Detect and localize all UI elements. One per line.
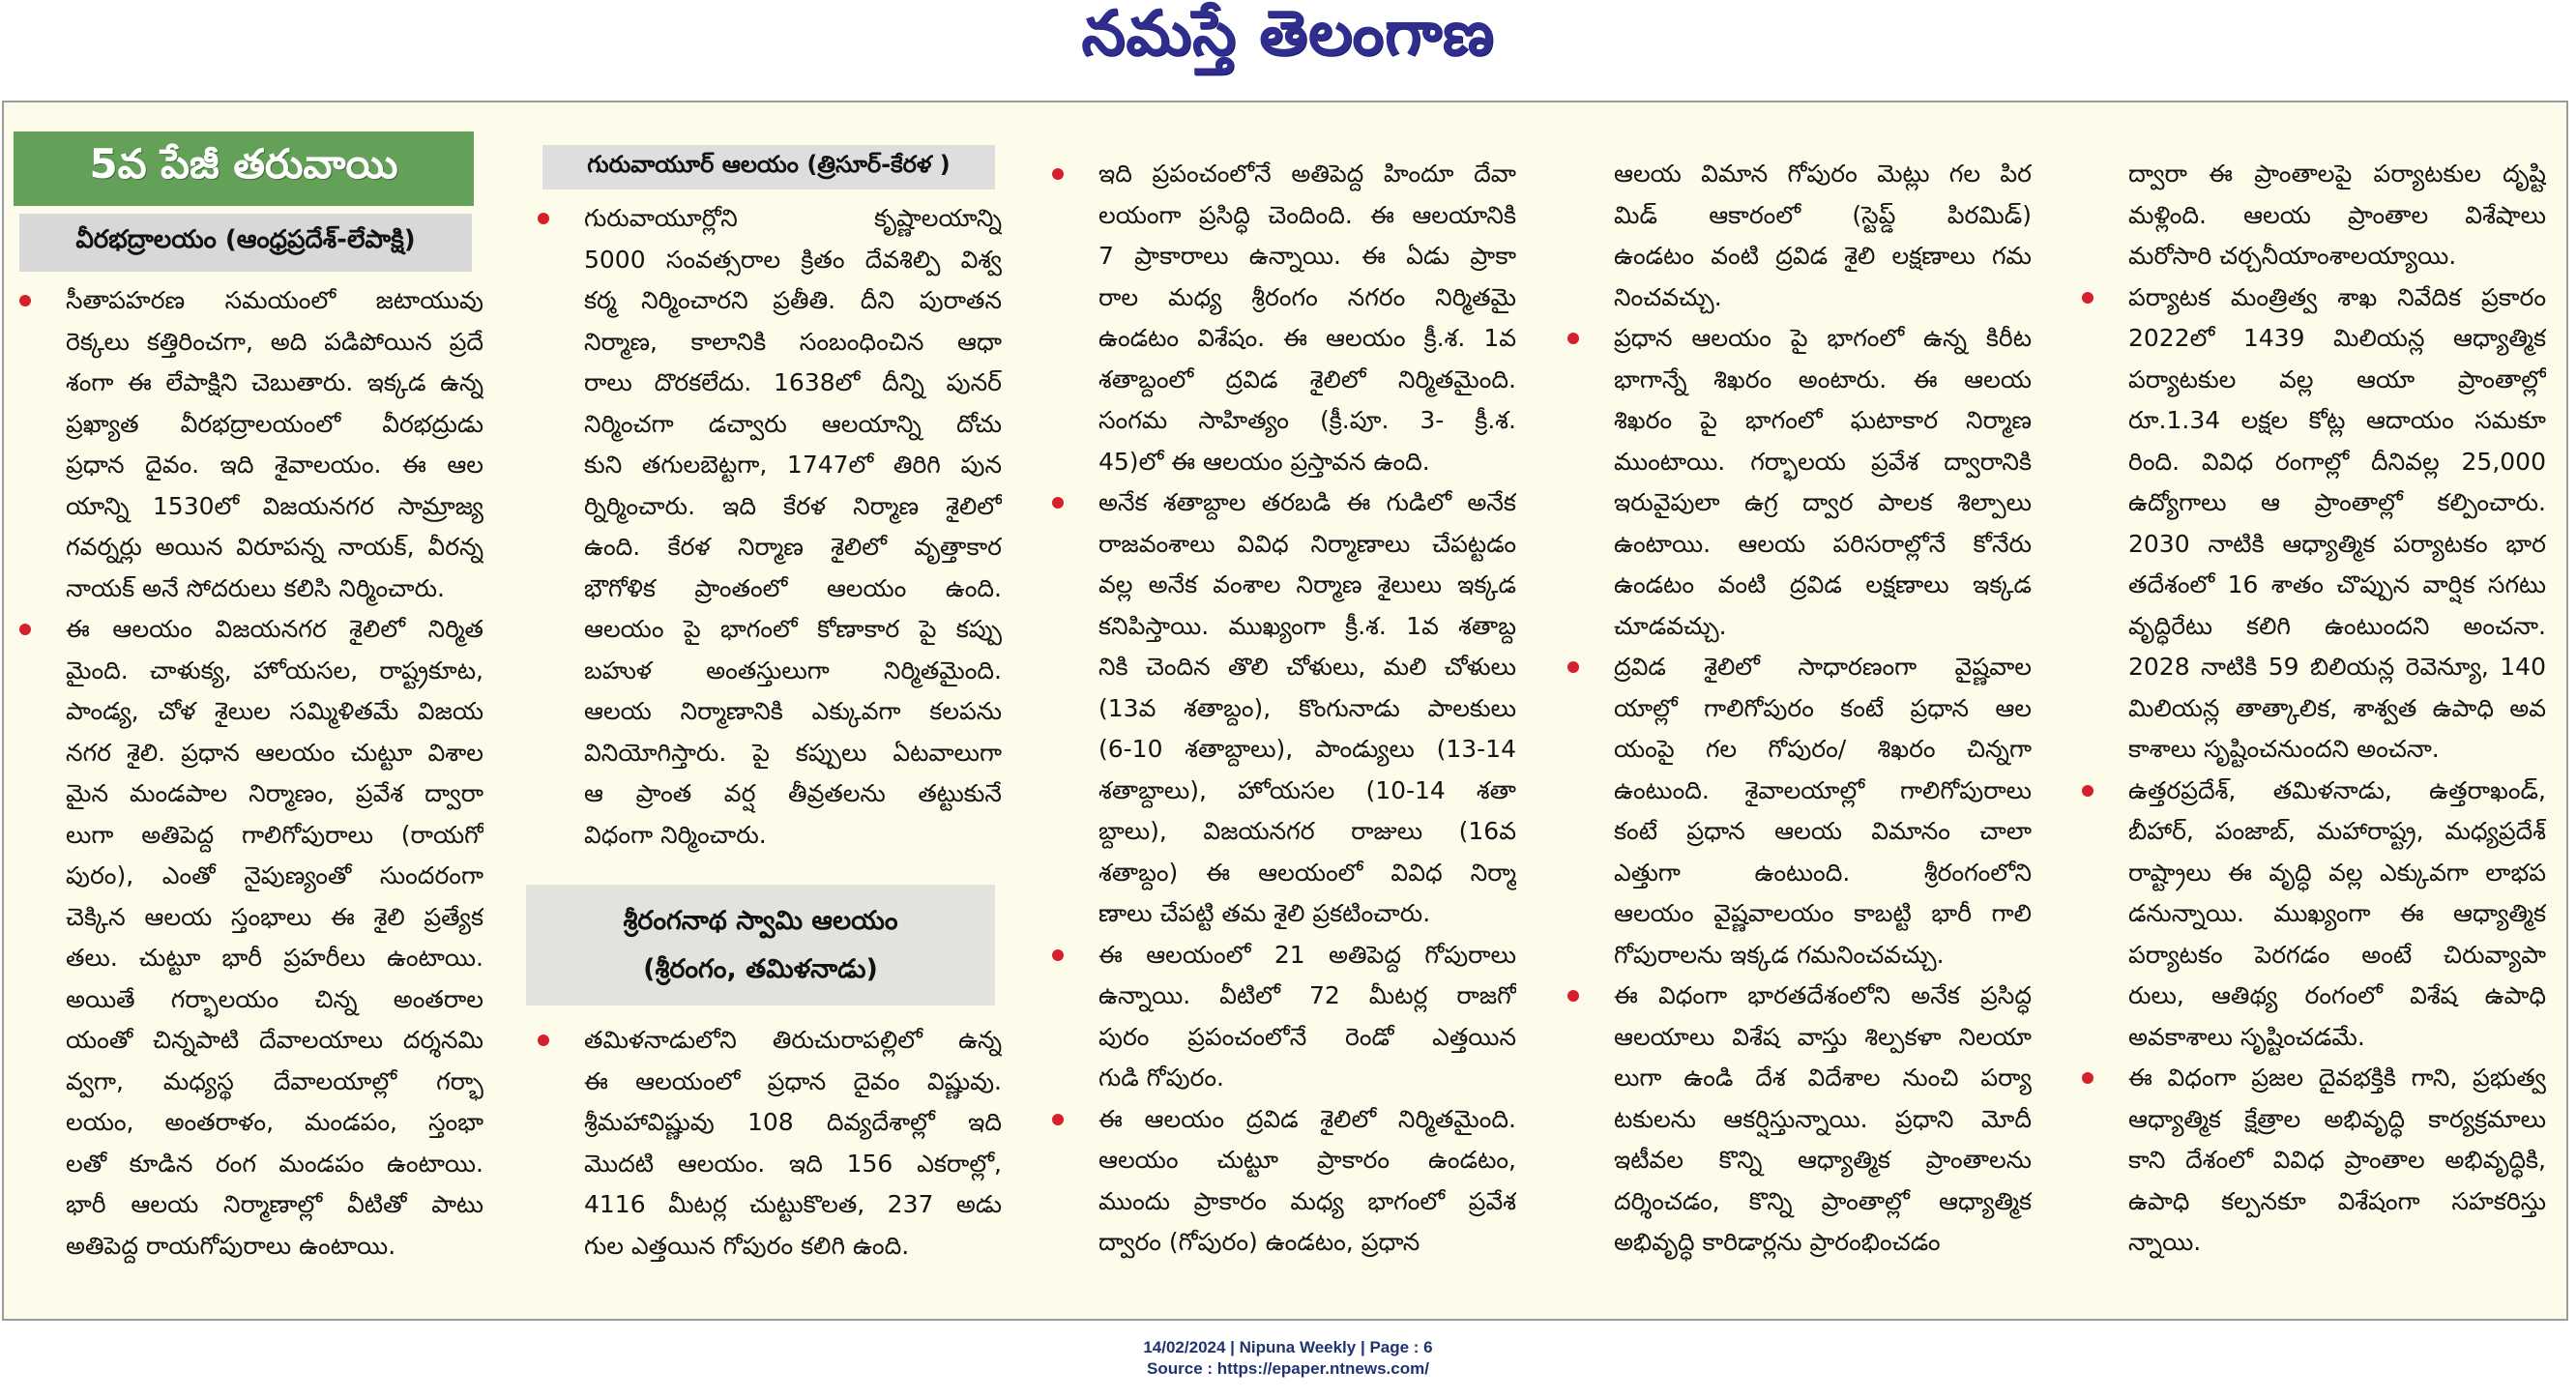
text-line: మిడ్ ఆకారంలో (స్టెప్డ్ పిరమిడ్)	[1614, 200, 2032, 229]
text-line: న్నాయి.	[2128, 1228, 2202, 1256]
text-line: ఆలయాలు విశేష వాస్తు శిల్పకళా నిలయా	[1614, 1022, 2032, 1051]
text-line: నిర్మించగా డచ్వారు ఆలయాన్ని దోచు	[584, 409, 1002, 438]
article-section	[2082, 154, 2546, 1264]
text-line: యాన్ని 1530లో విజయనగర సామ్రాజ్య	[66, 491, 483, 520]
text-line: ప్రఖ్యాత వీరభద్రాలయంలో వీరభద్రుడు	[66, 409, 483, 438]
bullet-point-icon	[19, 295, 31, 306]
newspaper-logo: నమస్తే తెలంగాణ	[1081, 0, 1495, 70]
text-line: శ్రీమహావిష్ణువు 108 దివ్యదేశాల్లో ఇది	[584, 1108, 1002, 1136]
text-line: మిలియన్ల తాత్కాలిక, శాశ్వత ఉపాధి అవ	[2128, 693, 2546, 722]
text-line: శంగా ఈ లేపాక్షిని చెబుతారు. ఇక్కడ ఉన్న	[66, 368, 483, 396]
text-line: లయం, అంతరాళం, మండపం, స్తంభా	[66, 1108, 483, 1136]
text-line: చూడవచ్చు.	[1614, 611, 1727, 640]
text-line: విధంగా నిర్మించారు.	[584, 820, 767, 849]
text-line: యంపై గల గోపురం/ శిఖరం చిన్నగా	[1614, 735, 2032, 763]
section-heading	[19, 214, 472, 272]
text-line: యాల్లో గాలిగోపురం కంటే ప్రధాన ఆల	[1614, 693, 2032, 722]
text-line: 2022లో 1439 మిలియన్ల ఆధ్యాత్మిక	[2128, 324, 2546, 352]
text-line: రులు, ఆతిథ్య రంగంలో విశేష ఉపాధి	[2128, 981, 2546, 1009]
edition-info: 14/02/2024 | Nipuna Weekly | Page : 6	[1143, 1338, 1433, 1356]
text-line: 45)లో ఈ ఆలయం ప్రస్తావన ఉంది.	[1098, 447, 1430, 476]
article-column-2	[538, 145, 1002, 1267]
text-line: రాలు దొరకలేదు. 1638లో దీన్ని పునర్	[584, 368, 1002, 396]
text-line: 7 ప్రాకారాలు ఉన్నాయి. ఈ ఏడు ప్రాకా	[1098, 242, 1516, 270]
text-line: టకులను ఆకర్షిస్తున్నాయి. ప్రధాని మోదీ	[1614, 1104, 2032, 1133]
text-line: ఆ ప్రాంత వర్ష తీవ్రతలను తట్టుకునే	[584, 779, 1002, 807]
text-line: గోపురాలను ఇక్కడ గమనించవచ్చు.	[1614, 940, 1945, 969]
text-line: వినియోగిస్తారు. పై కప్పులు ఏటవాలుగా	[584, 738, 1002, 767]
text-line: కాశాలు సృష్టించనుందని అంచనా.	[2128, 735, 2440, 763]
paragraph	[19, 609, 483, 1267]
text-line: సీతాపహరణ సమయంలో జటాయువు	[66, 286, 483, 314]
text-line: పురం), ఎంతో నైపుణ్యంతో సుందరంగా	[66, 861, 483, 889]
text-line: రాజవంశాలు వివిధ నిర్మాణాలు చేపట్టడం	[1098, 529, 1516, 558]
text-line: 4116 మీటర్ల చుట్టుకొలత, 237 అడు	[584, 1190, 1002, 1218]
section-heading-line: గురువాయూర్ ఆలయం (త్రిసూర్-కేరళ )	[587, 151, 951, 178]
text-line: చెక్కిన ఆలయ స్తంభాలు ఈ శైలి ప్రత్యేక	[66, 902, 483, 931]
text-line: శతాబ్దంలో ద్రవిడ శైలిలో నిర్మితమైంది.	[1098, 364, 1516, 393]
text-line: వృద్ధిరేటు కలిగి ఉంటుందని అంచనా.	[2128, 611, 2546, 640]
text-line: దర్శించడం, కొన్ని ప్రాంతాల్లో ఆధ్యాత్మిక	[1614, 1186, 2032, 1215]
text-line: పర్యాటకం పెరగడం అంటే చిరువ్యాపా	[2128, 940, 2546, 969]
text-line: ఉత్తరప్రదేశ్, తమిళనాడు, ఉత్తరాఖండ్,	[2128, 775, 2546, 804]
bullet-point-icon	[538, 1035, 549, 1046]
paragraph	[1052, 482, 1516, 935]
text-line: పాండ్య, చోళ శైలుల సమ్మిళితమే విజయ	[66, 697, 483, 725]
text-line: భారీ ఆలయ నిర్మాణాల్లో వీటితో పాటు	[66, 1190, 483, 1218]
page-footer	[0, 1337, 2576, 1380]
text-line: డనున్నాయి. ముఖ్యంగా ఈ ఆధ్యాత్మిక	[2128, 899, 2546, 927]
text-line: ఉండటం వంటి ద్రవిడ శైలి లక్షణాలు గమ	[1614, 242, 2032, 270]
text-line: ఈ ఆలయం ద్రవిడ శైలిలో నిర్మితమైంది.	[1098, 1104, 1516, 1133]
text-line: 2028 నాటికి 59 బిలియన్ల రెవెన్యూ, 140	[2128, 653, 2546, 681]
text-line: ఇరువైపులా ఉగ్ర ద్వార పాలక శిల్పాలు	[1614, 488, 2032, 516]
text-line: ర్నిర్మించారు. ఇది కేరళ నిర్మాణ శైలిలో	[584, 491, 1002, 520]
paragraph	[2082, 154, 2546, 277]
text-line: మొదటి ఆలయం. ఇది 156 ఎకరాల్లో,	[584, 1149, 1002, 1178]
article-section	[1052, 154, 1516, 1264]
text-line: లయంగా ప్రసిద్ధి చెందింది. ఈ ఆలయానికి	[1098, 200, 1516, 229]
text-line: మైన మండపాల నిర్మాణం, ప్రవేశ ద్వారా	[66, 779, 483, 807]
paragraph	[1052, 1099, 1516, 1264]
text-line: శిఖరం పై భాగంలో ఘటాకార నిర్మాణ	[1614, 406, 2032, 434]
article-section	[538, 885, 1002, 1267]
text-line: ప్రధాన దైవం. ఇది శైవాలయం. ఈ ఆల	[66, 451, 483, 479]
paragraph	[1052, 935, 1516, 1099]
bullet-point-icon	[2082, 785, 2093, 797]
text-line: నించవచ్చు.	[1614, 282, 1722, 311]
text-line: భౌగోళిక ప్రాంతంలో ఆలయం ఉంది.	[584, 573, 1002, 602]
text-line: బ్దాలు), విజయనగర రాజులు (16వ	[1098, 817, 1516, 845]
text-line: అవకాశాలు సృష్టించడమే.	[2128, 1022, 2365, 1051]
paragraph	[1567, 154, 2032, 318]
article-column-4	[1567, 154, 2032, 1264]
bullet-point-icon	[1567, 333, 1579, 344]
text-line: యంతో చిన్నపాటి దేవాలయాలు దర్శనమి	[66, 1026, 483, 1054]
text-line: లతో కూడిన రంగ మండపం ఉంటాయి.	[66, 1149, 483, 1178]
text-line: ఈ విధంగా భారతదేశంలోని అనేక ప్రసిద్ధ	[1614, 981, 2032, 1009]
bullet-point-icon	[1052, 949, 1064, 961]
text-line: గురువాయూర్లోని కృష్ణాలయాన్ని	[584, 204, 1002, 232]
source-info: Source : https://epaper.ntnews.com/	[1147, 1359, 1429, 1378]
text-line: ఇటీవల కొన్ని ఆధ్యాత్మిక ప్రాంతాలను	[1614, 1146, 2032, 1174]
text-line: రెక్కలు కత్తిరించగా, అది పడిపోయిన ప్రదే	[66, 327, 483, 356]
section-heading-line: శ్రీరంగనాథ స్వామి ఆలయం	[623, 905, 898, 936]
text-line: గుడి గోపురం.	[1098, 1064, 1224, 1092]
text-line: ద్వారా ఈ ప్రాంతాలపై పర్యాటకుల దృష్టి	[2128, 160, 2546, 188]
text-line: మరోసారి చర్చనీయాంశాలయ్యాయి.	[2128, 242, 2457, 270]
text-line: ఉన్నాయి. వీటిలో 72 మీటర్ల రాజగో	[1098, 981, 1516, 1009]
text-line: కాని దేశంలో వివిధ ప్రాంతాల అభివృద్ధికి,	[2128, 1146, 2546, 1174]
text-line: ఉపాధి కల్పనకూ విశేషంగా సహకరిస్తు	[2128, 1186, 2546, 1215]
text-line: నగర శైలి. ప్రధాన ఆలయం చుట్టూ విశాల	[66, 738, 483, 767]
text-line: మళ్లింది. ఆలయ ప్రాంతాల విశేషాలు	[2128, 200, 2546, 229]
text-line: నిర్మాణ, కాలానికి సంబంధించిన ఆధా	[584, 327, 1002, 356]
article-section	[1567, 154, 2032, 1264]
text-line: బహుళ అంతస్తులుగా నిర్మితమైంది.	[584, 656, 1002, 685]
text-line: ణాలు చేపట్టి తమ శైలి ప్రకటించారు.	[1098, 899, 1431, 927]
paragraph	[2082, 1058, 2546, 1264]
text-line: పురం ప్రపంచంలోనే రెండో ఎత్తయిన	[1098, 1022, 1516, 1051]
section-heading-line: వీరభద్రాలయం (ఆంధ్రప్రదేశ్-లేపాక్షి)	[75, 225, 416, 254]
text-line: భాగాన్నే శిఖరం అంటారు. ఈ ఆలయ	[1614, 364, 2032, 393]
text-line: ఉండటం వంటి ద్రవిడ లక్షణాలు ఇక్కడ	[1614, 570, 2032, 598]
paragraph	[538, 198, 1002, 856]
article-sheet	[2, 101, 2568, 1321]
text-line: ఉండటం విశేషం. ఈ ఆలయం క్రీ.శ. 1వ	[1098, 324, 1516, 352]
text-line: ఎత్తుగా ఉంటుంది. శ్రీరంగంలోని	[1614, 858, 2032, 887]
text-line: తలు. చుట్టూ భారీ ప్రహరీలు ఉంటాయి.	[66, 944, 483, 972]
text-line: ఆధ్యాత్మిక క్షేత్రాల అభివృద్ధి కార్యక్రమాలు	[2128, 1104, 2546, 1133]
text-line: ముంటాయి. గర్భాలయ ప్రవేశ ద్వారానికి	[1614, 447, 2032, 476]
text-line: ఇది ప్రపంచంలోనే అతిపెద్ద హిందూ దేవా	[1098, 160, 1516, 188]
text-line: అయితే గర్భాలయం చిన్న అంతరాల	[66, 984, 483, 1013]
text-line: లుగా ఉండి దేశ విదేశాల నుంచి పర్యా	[1614, 1064, 2032, 1092]
text-line: అతిపెద్ద రాయగోపురాలు ఉంటాయి.	[66, 1231, 396, 1260]
section-heading	[542, 145, 995, 189]
text-line: నాయక్ అనే సోదరులు కలిసి నిర్మించారు.	[66, 573, 445, 602]
text-line: ఈ ఆలయంలో ప్రధాన దైవం విష్ణువు.	[584, 1066, 1002, 1095]
text-line: 2030 నాటికి ఆధ్యాత్మిక పర్యాటకం భార	[2128, 529, 2546, 558]
text-line: పర్యాటక మంత్రిత్వ శాఖ నివేదిక ప్రకారం	[2128, 282, 2546, 311]
bullet-point-icon	[2082, 1072, 2093, 1084]
text-line: రూ.1.34 లక్షల కోట్ల ఆదాయం సమకూ	[2128, 406, 2546, 434]
bullet-point-icon	[1052, 497, 1064, 509]
text-line: ఈ ఆలయంలో 21 అతిపెద్ద గోపురాలు	[1098, 940, 1516, 969]
text-line: ముందు ప్రాకారం మధ్య భాగంలో ప్రవేశ	[1098, 1186, 1516, 1215]
text-line: ఉంది. కేరళ నిర్మాణ శైలిలో వృత్తాకార	[584, 533, 1002, 561]
text-line: గుల ఎత్తయిన గోపురం కలిగి ఉంది.	[584, 1231, 910, 1260]
text-line: పర్యాటకుల వల్ల ఆయా ప్రాంతాల్లో	[2128, 364, 2546, 393]
paragraph	[1567, 647, 2032, 976]
text-line: ఈ విధంగా ప్రజల దైవభక్తికి గాని, ప్రభుత్వ	[2128, 1064, 2546, 1092]
text-line: 5000 సంవత్సరాల క్రితం దేవశిల్పి విశ్వ	[584, 245, 1002, 274]
text-line: కంటే ప్రధాన ఆలయ విమానం చాలా	[1614, 817, 2032, 845]
text-line: తదేశంలో 16 శాతం చొప్పున వార్షిక సగటు	[2128, 570, 2546, 598]
text-line: తమిళనాడులోని తిరుచురాపల్లిలో ఉన్న	[584, 1026, 1002, 1054]
paragraph	[1567, 976, 2032, 1264]
bullet-point-icon	[1052, 1114, 1064, 1125]
bullet-point-icon	[1052, 168, 1064, 180]
paragraph	[2082, 771, 2546, 1059]
bullet-point-icon	[538, 213, 549, 224]
text-line: గవర్నర్లు అయిన విరూపన్న నాయక్, వీరన్న	[66, 533, 483, 561]
text-line: ఆలయం చుట్టూ ప్రాకారం ఉండటం,	[1098, 1146, 1516, 1174]
text-line: శతాబ్దాలు), హోయసల (10-14 శతా	[1098, 775, 1516, 804]
text-line: కుని తగులబెట్టగా, 1747లో తిరిగి పున	[584, 451, 1002, 479]
text-line: ఆలయ నిర్మాణానికి ఎక్కువగా కలపను	[584, 697, 1002, 725]
text-line: రాల మధ్య శ్రీరంగం నగరం నిర్మితమై	[1098, 282, 1516, 311]
text-line: ఆలయం పై భాగంలో కోణాకార పై కప్పు	[584, 615, 1002, 643]
paragraph	[2082, 277, 2546, 771]
section-heading-line: (శ్రీరంగం, తమిళనాడు)	[643, 953, 878, 984]
article-column-1	[19, 131, 483, 1267]
text-line: (13వ శతాబ్దం), కొంగునాడు పాలకులు	[1098, 693, 1516, 722]
continued-banner: 5వ పేజీ తరువాయి	[14, 131, 474, 206]
article-column-3	[1052, 154, 1516, 1264]
text-line: కర్మ నిర్మించారని ప్రతీతి. దీని పురాతన	[584, 286, 1002, 314]
text-line: ఉద్యోగాలు ఆ ప్రాంతాల్లో కల్పించారు.	[2128, 488, 2546, 516]
paragraph	[1052, 154, 1516, 482]
text-line: లుగా అతిపెద్ద గాలిగోపురాలు (రాయగో	[66, 820, 483, 849]
article-column-5	[2082, 154, 2546, 1264]
text-line: వ్వగా, మధ్యస్థ దేవాలయాల్లో గర్భా	[66, 1066, 483, 1095]
bullet-point-icon	[2082, 292, 2093, 304]
article-section	[19, 214, 483, 1267]
paragraph	[1567, 318, 2032, 647]
text-line: రాష్ట్రాలు ఈ వృద్ధి వల్ల ఎక్కువగా లాభప	[2128, 858, 2546, 887]
masthead	[0, 0, 2576, 81]
text-line: అనేక శతాబ్దాల తరబడి ఈ గుడిలో అనేక	[1098, 488, 1516, 516]
text-line: ఉంటాయి. ఆలయ పరిసరాల్లోనే కోనేరు	[1614, 529, 2032, 558]
text-line: అభివృద్ధి కారిడార్లను ప్రారంభించడం	[1614, 1228, 1941, 1256]
text-line: ఉంటుంది. శైవాలయాల్లో గాలిగోపురాలు	[1614, 775, 2032, 804]
text-line: (6-10 శతాబ్దాలు), పాండ్యులు (13-14	[1098, 735, 1516, 763]
text-line: రింది. వివిధ రంగాల్లో దీనివల్ల 25,000	[2128, 447, 2546, 476]
text-line: శతాబ్దం) ఈ ఆలయంలో వివిధ నిర్మా	[1098, 858, 1516, 887]
text-line: ఆలయం వైష్ణవాలయం కాబట్టి భారీ గాలి	[1614, 899, 2032, 927]
bullet-point-icon	[19, 624, 31, 635]
text-line: ఈ ఆలయం విజయనగర శైలిలో నిర్మిత	[66, 615, 483, 643]
article-section	[538, 145, 1002, 856]
section-heading	[526, 885, 995, 1006]
text-line: కనిపిస్తాయి. ముఖ్యంగా క్రీ.శ. 1వ శతాబ్ద	[1098, 611, 1516, 640]
bullet-point-icon	[1567, 661, 1579, 673]
text-line: నికి చెందిన తొలి చోళులు, మలి చోళులు	[1098, 653, 1516, 681]
text-line: ప్రధాన ఆలయం పై భాగంలో ఉన్న కిరీట	[1614, 324, 2032, 352]
text-line: ఆలయ విమాన గోపురం మెట్లు గల పిర	[1614, 160, 2032, 188]
paragraph	[538, 1020, 1002, 1267]
text-line: ద్వారం (గోపురం) ఉండటం, ప్రధాన	[1098, 1228, 1420, 1256]
paragraph	[19, 280, 483, 609]
text-line: సంగమ సాహిత్యం (క్రీ.పూ. 3- క్రీ.శ.	[1098, 406, 1516, 434]
text-line: వల్ల అనేక వంశాల నిర్మాణ శైలులు ఇక్కడ	[1098, 570, 1516, 598]
text-line: బీహార్, పంజాబ్, మహారాష్ట్ర, మధ్యప్రదేశ్	[2128, 817, 2546, 845]
bullet-point-icon	[1567, 990, 1579, 1002]
text-line: మైంది. చాళుక్య, హోయసల, రాష్ట్రకూట,	[66, 656, 483, 685]
text-line: ద్రవిడ శైలిలో సాధారణంగా వైష్ణవాల	[1614, 653, 2032, 681]
